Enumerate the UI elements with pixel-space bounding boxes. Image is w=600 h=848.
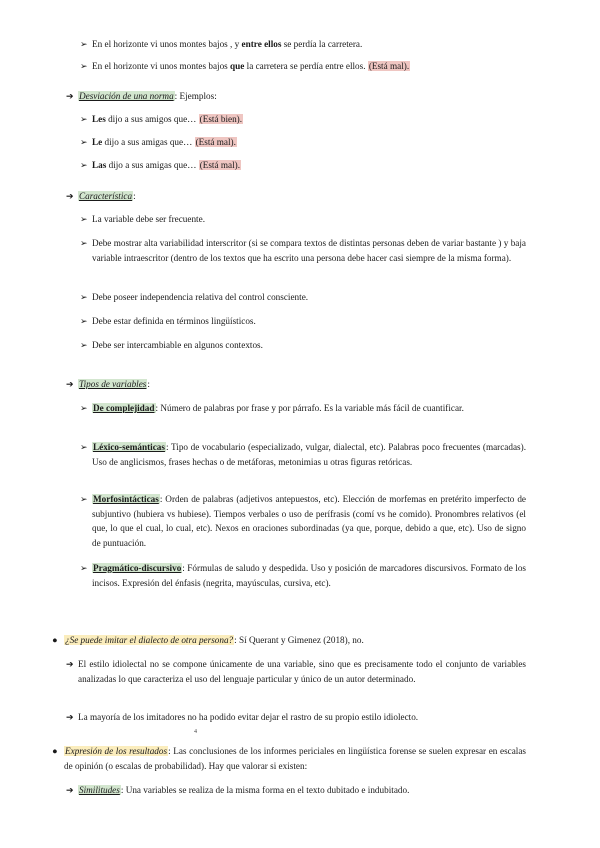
arrowhead-bullet-icon: ➢ [80, 61, 88, 71]
imitar-item: ➔ El estilo idiolectal no se compone únicamente de una variable, sino que es precisamente todo el conjunto de variables analizadas lo que caracteriza el uso del lenguaje particular y único de un autor determinado. [66, 659, 526, 684]
section-title: Característica [79, 191, 133, 201]
section-tipos: ➔ Tipos de variables: [66, 377, 526, 392]
caracteristica-item: ➢ Debe ser intercambiable en algunos contextos. [80, 338, 526, 353]
arrowhead-bullet-icon: ➢ [80, 316, 88, 326]
section-similitudes: ➔ Similitudes: Una variables se realiza de la misma forma en el texto dubitado e indubitado. [66, 783, 526, 798]
imitar-item: ➔ La mayoría de los imitadores no ha podido evitar dejar el rastro de su propio estilo idiolecto. [66, 710, 526, 725]
arrow-bullet-icon: ➔ [66, 659, 74, 669]
desviacion-item: ➢ Les dijo a sus amigos que… (Está bien). [80, 112, 520, 127]
arrowhead-bullet-icon: ➢ [80, 214, 88, 224]
caracteristica-item: ➢ La variable debe ser frecuente. [80, 212, 526, 227]
note-badge: (Está mal). [368, 61, 410, 71]
desviacion-item: ➢ Le dijo a sus amigas que… (Está mal). [80, 135, 520, 150]
tipos-item: ➢ Léxico-semánticas: Tipo de vocabulario (especializado, vulgar, dialectal, etc). Palabras poco frecuentes (marcadas). Uso de anglicismos, frases hechas o de metáforas, metonimias u otras figuras retóricas. [80, 442, 526, 467]
arrow-bullet-icon: ➔ [66, 91, 74, 101]
section-title: Desviación de una norma [79, 91, 174, 101]
arrowhead-bullet-icon: ➢ [80, 114, 88, 124]
topic-expresion: ● Expresión de los resultados: Las conclusiones de los informes periciales en lingüística forense se suelen expresar en escalas de opinión (o escalas de probabilidad). Hay que valorar si existen: [52, 746, 527, 771]
topic-imitar: ● ¿Se puede imitar el dialecto de otra persona?: Sí Querant y Gimenez (2018), no. [52, 633, 532, 648]
section-caracteristica: ➔ Característica: [66, 189, 526, 204]
arrowhead-bullet-icon: ➢ [80, 403, 88, 413]
section-title: Similitudes [79, 785, 120, 795]
tipos-item: ➢ Morfosintácticas: Orden de palabras (adjetivos antepuestos, etc). Elección de morfemas en pretérito imperfecto de subjuntivo (hubiera vs hubiese). Tiempos verbales o uso de perífrasis (comí vs he comido). Pronombres relativos (el que, lo que el cual, lo cual, etc). Nexos en oraciones subordinadas (ya que, porque, debido a que, etc). Uso de signo de puntuación. [80, 494, 526, 548]
arrowhead-bullet-icon: ➢ [80, 238, 88, 248]
example-1: ➢ En el horizonte vi unos montes bajos , y entre ellos se perdía la carretera. [80, 37, 530, 52]
arrow-bullet-icon: ➔ [66, 785, 74, 795]
topic-question: ¿Se puede imitar el dialecto de otra persona? [65, 635, 234, 645]
section-desviacion: ➔ Desviación de una norma: Ejemplos: [66, 89, 526, 104]
arrowhead-bullet-icon: ➢ [80, 137, 88, 147]
desviacion-item: ➢ Las dijo a sus amigas que… (Está mal). [80, 158, 520, 173]
caracteristica-item: ➢ Debe poseer independencia relativa del control consciente. [80, 290, 526, 305]
arrow-bullet-icon: ➔ [66, 712, 74, 722]
arrowhead-bullet-icon: ➢ [80, 292, 88, 302]
example-2: ➢ En el horizonte vi unos montes bajos que la carretera se perdía entre ellos. (Está mal). [80, 59, 530, 74]
dot-bullet-icon: ● [52, 635, 58, 645]
caracteristica-item: ➢ Debe mostrar alta variabilidad interscritor (si se compara textos de distintas personas deben de variar bastante ) y baja variable intraescritor (dentro de los textos que ha escrito una persona debe hacer casi siempre de la misma forma). [80, 238, 526, 263]
arrowhead-bullet-icon: ➢ [80, 494, 88, 504]
arrowhead-bullet-icon: ➢ [80, 340, 88, 350]
tipos-item: ➢ Pragmático-discursivo: Fórmulas de saludo y despedida. Uso y posición de marcadores discursivos. Formato de los incisos. Expresión del énfasis (negrita, mayúsculas, cursiva, etc). [80, 563, 526, 588]
caracteristica-item: ➢ Debe estar definida en términos lingüísticos. [80, 314, 526, 329]
tipos-item: ➢ De complejidad: Número de palabras por frase y por párrafo. Es la variable más fácil de cuantificar. [80, 401, 526, 416]
arrow-bullet-icon: ➔ [66, 379, 74, 389]
dot-bullet-icon: ● [52, 746, 58, 756]
arrowhead-bullet-icon: ➢ [80, 442, 88, 452]
page-number: 4 [194, 729, 197, 735]
note-badge: (Está mal). [199, 160, 240, 170]
section-title: Tipos de variables [79, 379, 147, 389]
note-badge: (Está mal). [195, 137, 236, 147]
arrow-bullet-icon: ➔ [66, 191, 74, 201]
arrowhead-bullet-icon: ➢ [80, 160, 88, 170]
arrowhead-bullet-icon: ➢ [80, 563, 88, 573]
arrowhead-bullet-icon: ➢ [80, 39, 88, 49]
topic-title: Expresión de los resultados [65, 746, 168, 756]
note-badge: (Está bien). [199, 114, 243, 124]
